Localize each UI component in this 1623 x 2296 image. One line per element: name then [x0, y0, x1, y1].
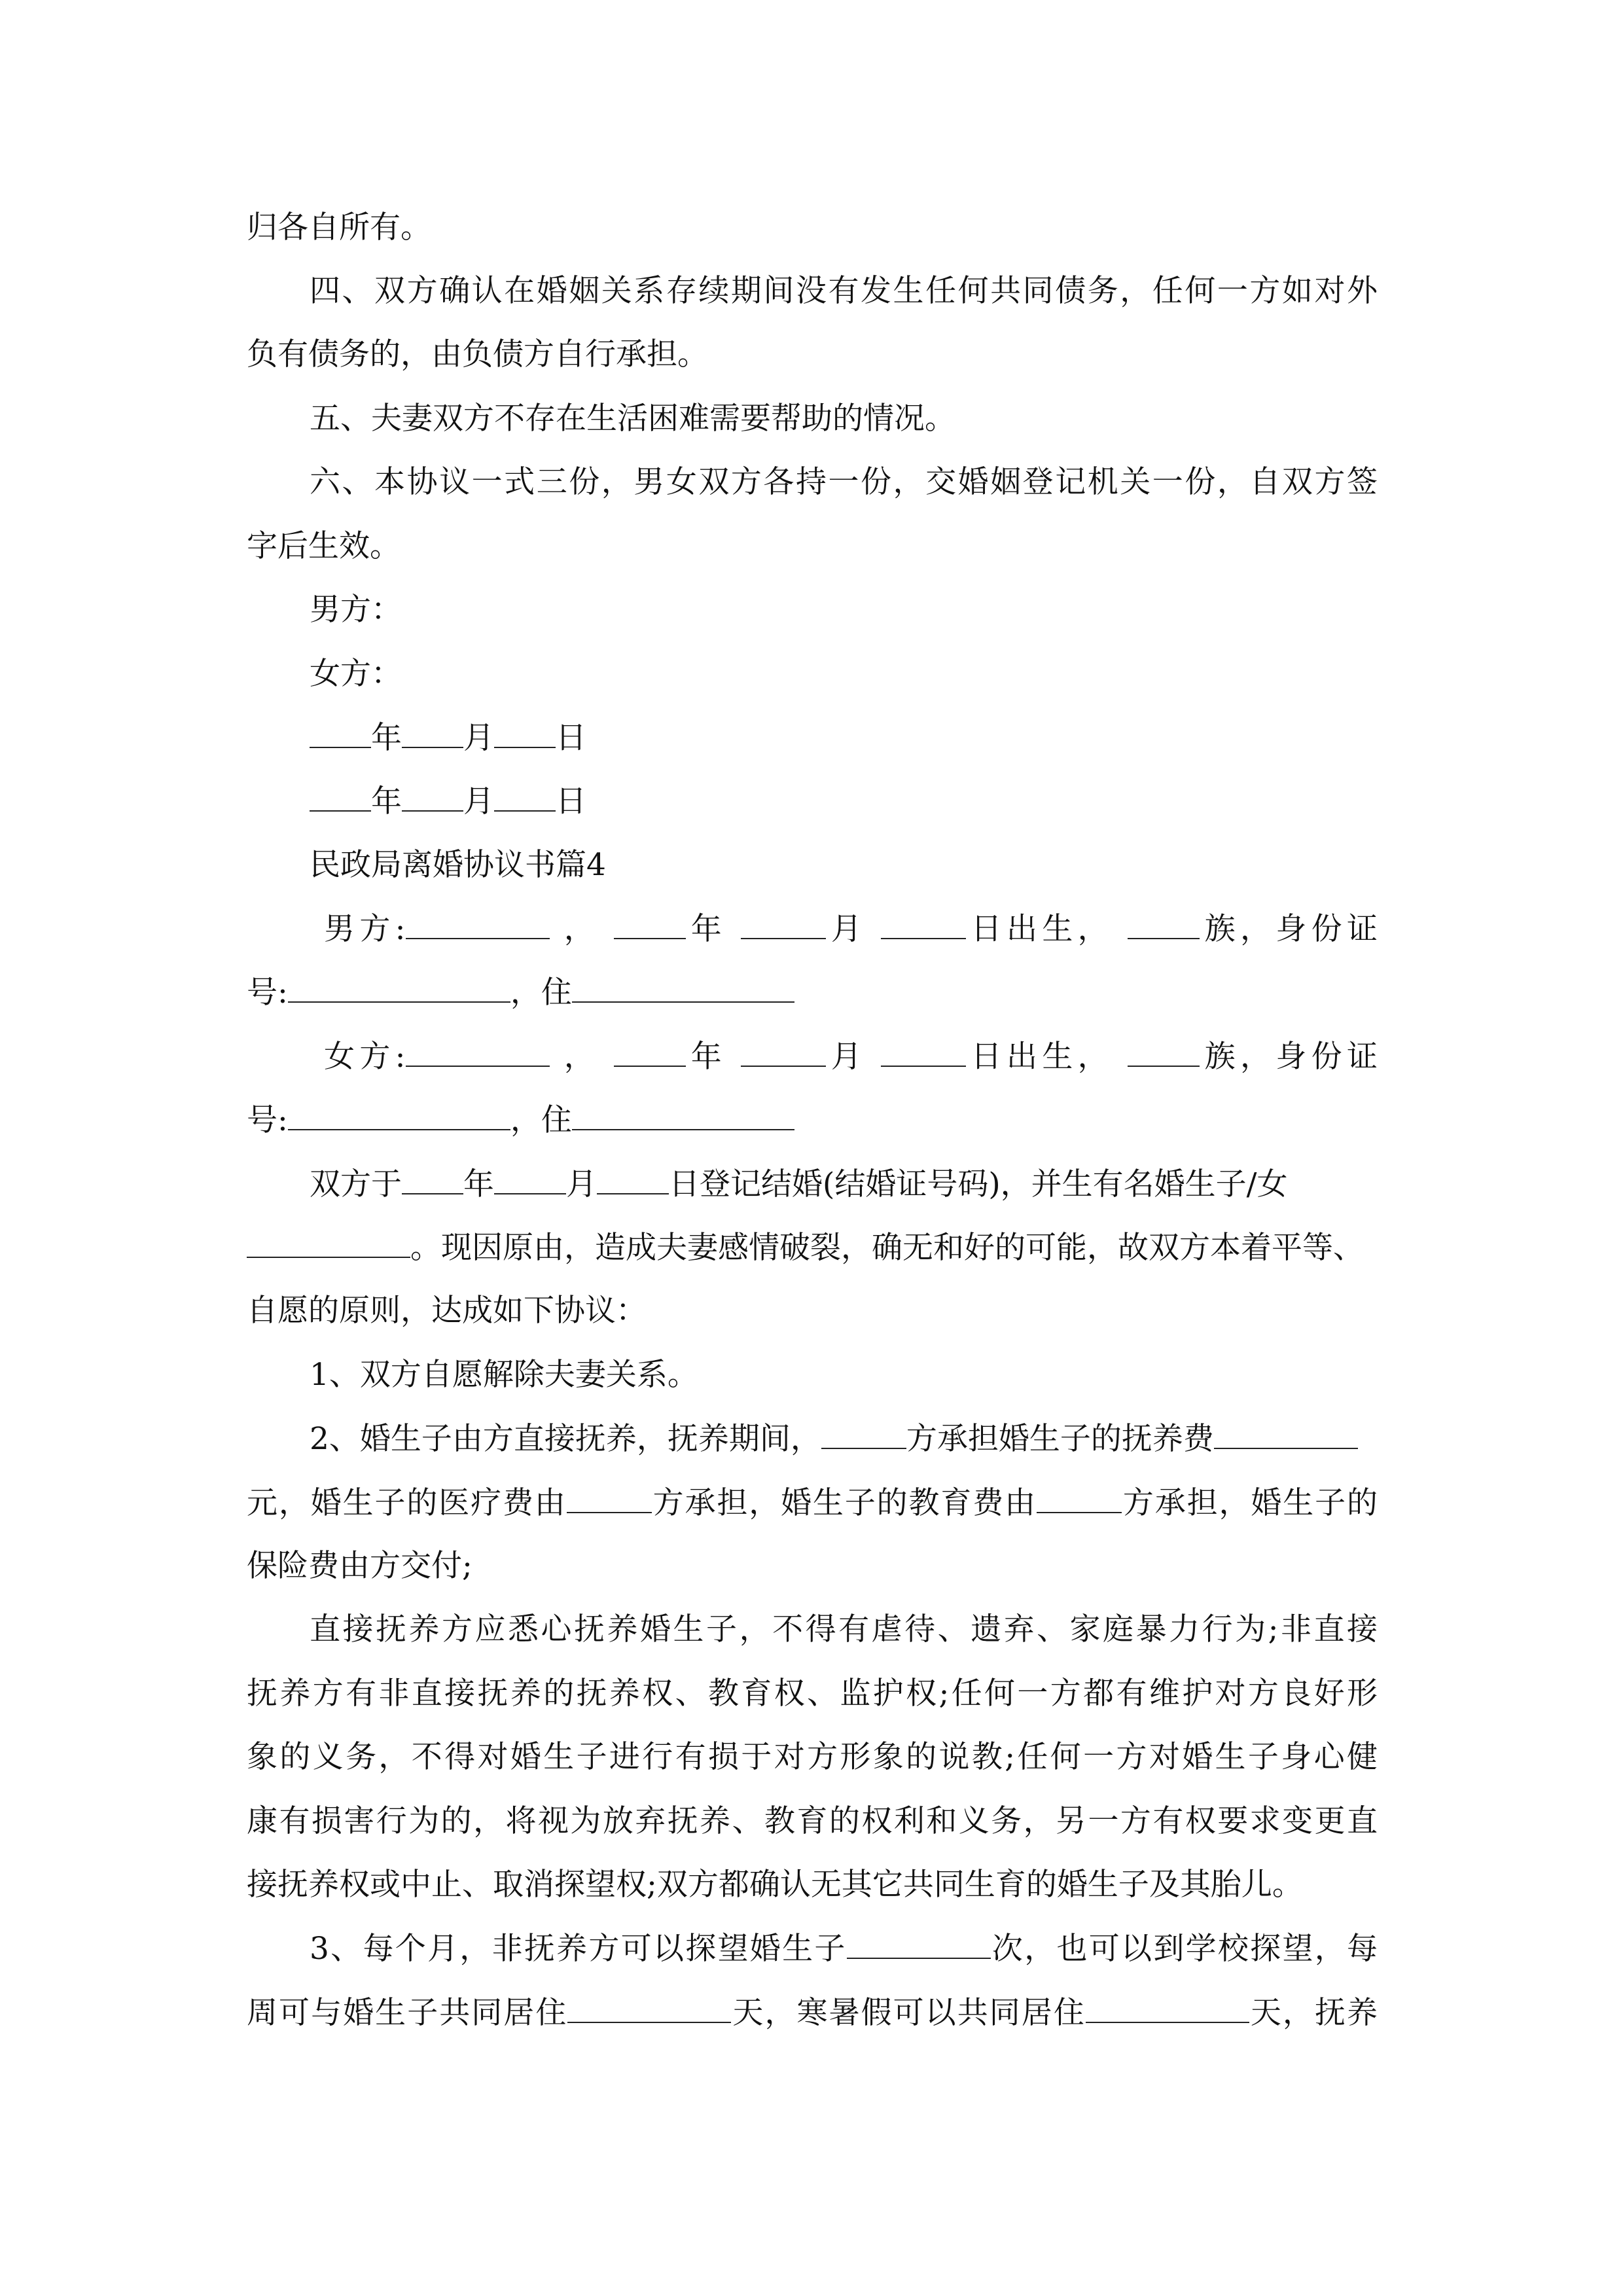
line-text: 字后生效。 — [247, 528, 401, 564]
line-text: 男方： — [310, 592, 402, 628]
label: ， — [563, 1039, 600, 1075]
male-info-line — [247, 909, 1378, 948]
year-label: 年 — [371, 720, 402, 756]
paragraph-line — [247, 1228, 1378, 1267]
birth-day-blank[interactable] — [881, 1037, 966, 1067]
support-party-blank[interactable] — [821, 1419, 906, 1449]
label: 日出生， — [966, 911, 1114, 947]
label: 年 — [686, 911, 727, 947]
label: 元，婚生子的医疗费由 — [247, 1485, 567, 1521]
year-label: 年 — [371, 783, 402, 819]
year-blank[interactable] — [310, 781, 371, 812]
label: 方承担，婚生子的 — [1122, 1485, 1378, 1521]
holiday-days-blank[interactable] — [1086, 1993, 1249, 2023]
label: 双方于 — [310, 1166, 402, 1202]
line-text: 抚养方有非直接抚养的抚养权、教育权、监护权;任何一方都有维护对方良好形 — [247, 1676, 1378, 1712]
label: 。现因原由，造成夫妻感情破裂，确无和好的可能，故双方本着平等、 — [410, 1230, 1364, 1266]
label: 3、每个月，非抚养方可以探望婚生子 — [310, 1931, 847, 1967]
line-text: 自愿的原则，达成如下协议： — [247, 1293, 647, 1329]
paragraph-line — [247, 1738, 1378, 1777]
address-blank[interactable] — [572, 973, 794, 1003]
label: 月 — [566, 1166, 597, 1202]
month-blank[interactable] — [402, 718, 463, 748]
section-title — [247, 846, 1378, 885]
day-label: 日 — [556, 783, 586, 819]
label: 族，身份证 — [1200, 1039, 1378, 1075]
birth-month-blank[interactable] — [741, 1037, 826, 1067]
label: 方承担婚生子的抚养费 — [906, 1421, 1214, 1457]
line-text: 象的义务，不得对婚生子进行有损于对方形象的说教;任何一方对婚生子身心健 — [247, 1739, 1378, 1775]
marriage-registration-line — [247, 1164, 1378, 1204]
line-text: 保险费由方交付; — [247, 1548, 473, 1584]
medical-party-blank[interactable] — [567, 1483, 652, 1513]
ethnicity-blank[interactable] — [1128, 1037, 1200, 1067]
marriage-day-blank[interactable] — [597, 1164, 669, 1194]
label: 号: — [247, 975, 288, 1011]
male-id-line — [247, 973, 1378, 1012]
label: 月 — [826, 1039, 867, 1075]
line-text: 负有债务的，由负债方自行承担。 — [247, 336, 708, 372]
line-text: 直接抚养方应悉心抚养婚生子，不得有虐待、遗弃、家庭暴力行为;非直接 — [310, 1611, 1378, 1647]
paragraph-line — [247, 1547, 1378, 1586]
clause-four — [247, 272, 1378, 311]
date-line — [247, 781, 1378, 821]
label: 2、婚生子由方直接抚养，抚养期间， — [310, 1421, 821, 1457]
line-text: 归各自所有。 — [247, 209, 431, 245]
agreement-item-3 — [247, 1929, 1378, 1968]
weekly-days-blank[interactable] — [567, 1993, 731, 2023]
label: 次，也可以到学校探望，每 — [990, 1931, 1378, 1967]
section-title-text: 民政局离婚协议书篇4 — [310, 847, 606, 883]
paragraph-line — [247, 1993, 1378, 2032]
paragraph-line — [247, 527, 1378, 566]
education-party-blank[interactable] — [1037, 1483, 1122, 1513]
label: 日出生， — [966, 1039, 1114, 1075]
signature-male — [247, 590, 1378, 630]
female-id-line — [247, 1100, 1378, 1139]
female-info-line — [247, 1037, 1378, 1076]
label: 男方: — [324, 911, 406, 947]
birth-year-blank[interactable] — [614, 909, 686, 939]
label: 天，抚养 — [1249, 1995, 1378, 2031]
id-number-blank[interactable] — [288, 973, 510, 1003]
visits-per-month-blank[interactable] — [847, 1929, 991, 1959]
line-text: 康有损害行为的，将视为放弃抚养、教育的权利和义务，另一方有权要求变更直 — [247, 1803, 1378, 1839]
line-text: 接抚养权或中止、取消探望权;双方都确认无其它共同生育的婚生子及其胎儿。 — [247, 1867, 1303, 1903]
day-label: 日 — [556, 720, 586, 756]
child-name-blank[interactable] — [247, 1228, 410, 1258]
label: ，住 — [510, 975, 572, 1011]
agreement-item-2 — [247, 1419, 1378, 1458]
label: 女方: — [324, 1039, 406, 1075]
birth-month-blank[interactable] — [741, 909, 826, 939]
id-number-blank[interactable] — [288, 1100, 510, 1130]
paragraph-line — [247, 1291, 1378, 1331]
name-blank[interactable] — [406, 909, 550, 939]
day-blank[interactable] — [494, 718, 556, 748]
label: 方承担，婚生子的教育费由 — [651, 1485, 1037, 1521]
paragraph-line — [247, 208, 1378, 247]
signature-female — [247, 655, 1378, 694]
paragraph-line — [247, 1865, 1378, 1905]
paragraph-line — [247, 1483, 1378, 1522]
label: ， — [563, 911, 600, 947]
month-label: 月 — [463, 783, 494, 819]
custody-paragraph — [247, 1610, 1378, 1649]
clause-five — [247, 399, 1378, 439]
agreement-item-1 — [247, 1355, 1378, 1395]
line-text: 六、本协议一式三份，男女双方各持一份，交婚姻登记机关一份，自双方签 — [310, 464, 1378, 500]
ethnicity-blank[interactable] — [1128, 909, 1200, 939]
line-text: 五、夫妻双方不存在生活困难需要帮助的情况。 — [310, 401, 955, 437]
birth-year-blank[interactable] — [614, 1037, 686, 1067]
address-blank[interactable] — [572, 1100, 794, 1130]
paragraph-line — [247, 335, 1378, 374]
label: 天，寒暑假可以共同居住 — [731, 1995, 1086, 2031]
month-blank[interactable] — [402, 781, 463, 812]
paragraph-line — [247, 1802, 1378, 1841]
paragraph-line — [247, 1674, 1378, 1713]
day-blank[interactable] — [494, 781, 556, 812]
line-text: 女方： — [310, 656, 402, 692]
label: 年 — [463, 1166, 494, 1202]
label: 日登记结婚(结婚证号码)，并生有名婚生子/女 — [669, 1166, 1288, 1202]
marriage-month-blank[interactable] — [494, 1164, 566, 1194]
month-label: 月 — [463, 720, 494, 756]
support-fee-blank[interactable] — [1214, 1419, 1358, 1449]
line-text: 1、双方自愿解除夫妻关系。 — [310, 1357, 698, 1393]
label: 年 — [686, 1039, 727, 1075]
year-blank[interactable] — [310, 718, 371, 748]
name-blank[interactable] — [406, 1037, 550, 1067]
clause-six — [247, 463, 1378, 502]
line-text: 四、双方确认在婚姻关系存续期间没有发生任何共同债务，任何一方如对外 — [310, 273, 1378, 309]
marriage-year-blank[interactable] — [402, 1164, 463, 1194]
date-line — [247, 718, 1378, 757]
birth-day-blank[interactable] — [881, 909, 966, 939]
label: ，住 — [510, 1102, 572, 1138]
label: 月 — [826, 911, 867, 947]
label: 族，身份证 — [1200, 911, 1378, 947]
label: 周可与婚生子共同居住 — [247, 1995, 568, 2031]
label: 号: — [247, 1102, 288, 1138]
